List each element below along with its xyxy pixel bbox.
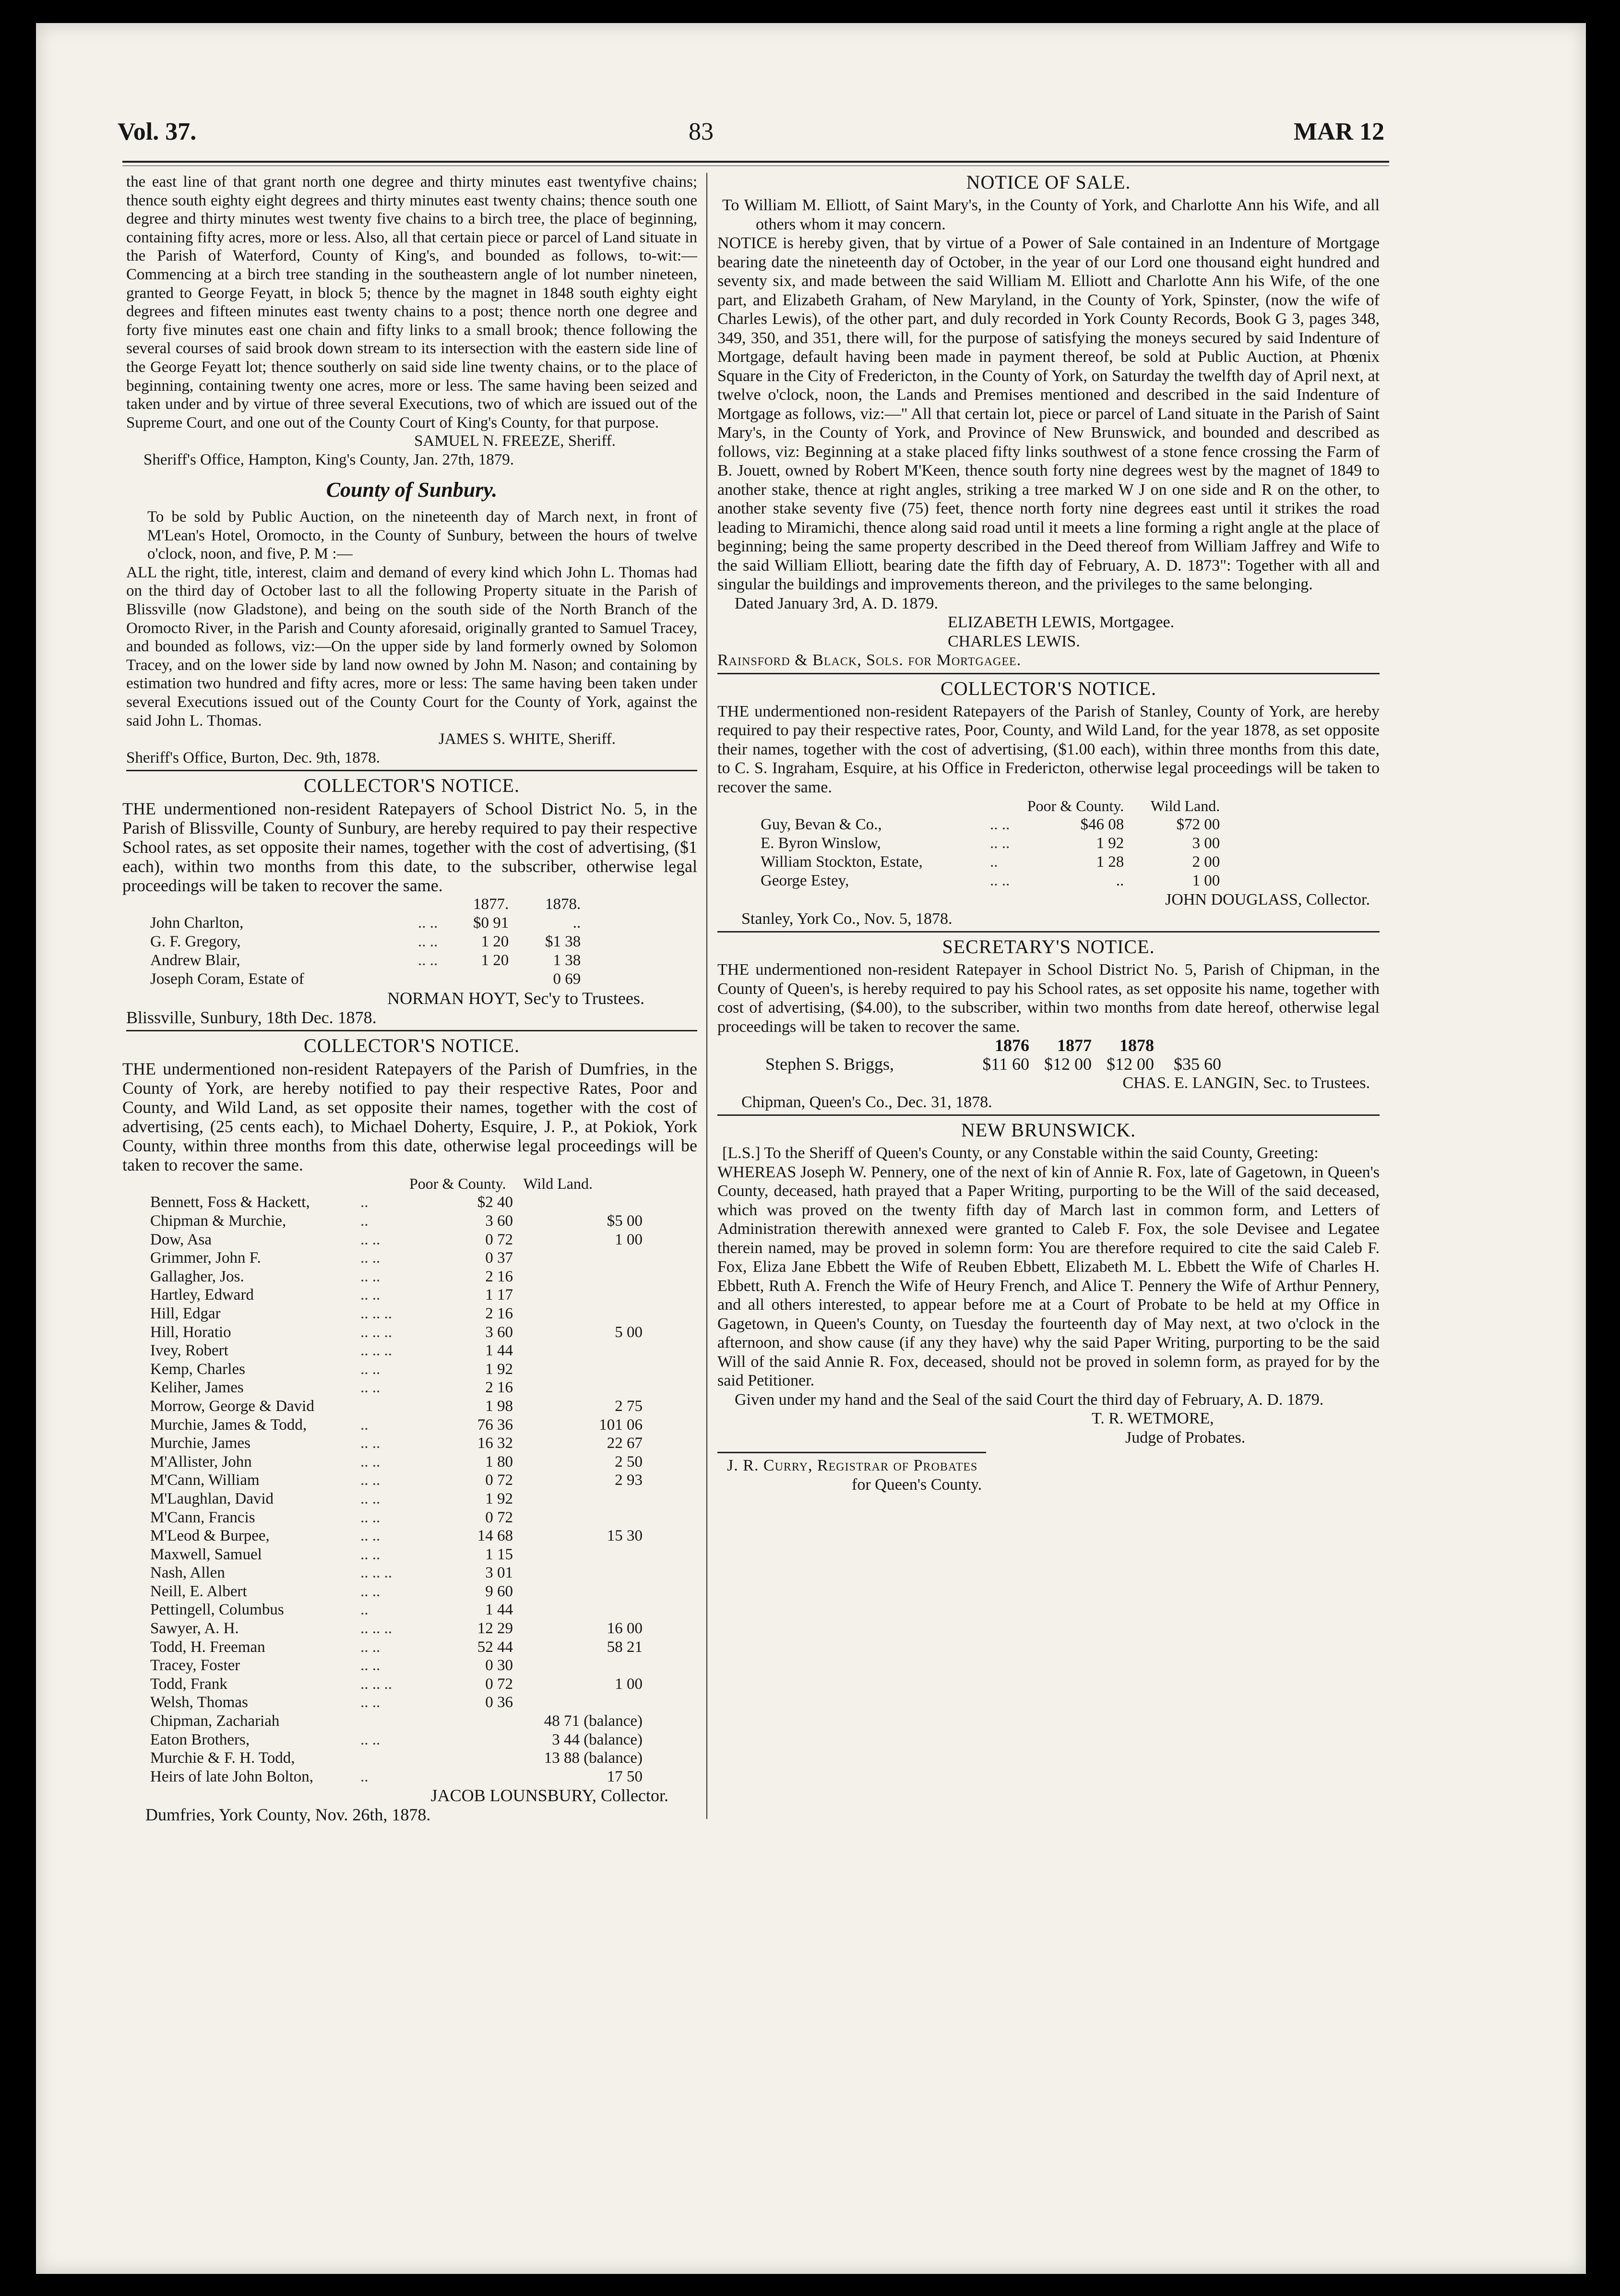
rate-value: 2 93 — [615, 1471, 643, 1489]
rate-value: 1 28 — [1096, 853, 1124, 871]
probate-registrar: J. R. Curry, Registrar of Probates — [727, 1457, 978, 1474]
rate-value: 76 36 — [477, 1416, 513, 1434]
rate-value: 5 00 — [615, 1323, 643, 1341]
table-row — [150, 1434, 643, 1453]
ratepayer-name: Murchie, James & Todd, — [150, 1416, 307, 1434]
sale-title: NOTICE OF SALE. — [966, 171, 1131, 193]
rate-value: 16 32 — [477, 1435, 513, 1452]
dumfries-table — [150, 1174, 667, 1193]
probate-title: NEW BRUNSWICK. — [961, 1119, 1136, 1141]
col-header: Wild Land. — [523, 1175, 593, 1193]
sale-dated: Dated January 3rd, A. D. 1879. — [735, 594, 938, 612]
leader-dots: .. .. .. — [360, 1620, 392, 1638]
col-header: 1878. — [545, 896, 581, 913]
rate-value: 13 88 (balance) — [544, 1749, 643, 1767]
rate-value: 58 21 — [607, 1638, 643, 1656]
rate-value: 1 15 — [485, 1545, 513, 1563]
ratepayer-name: Welsh, Thomas — [150, 1694, 248, 1711]
table-row — [150, 1378, 643, 1397]
leader-dots — [352, 1749, 427, 1768]
table-row — [150, 1249, 643, 1268]
leader-dots: .. .. — [360, 1249, 381, 1267]
column-divider — [706, 173, 707, 1819]
table-row — [150, 1416, 643, 1435]
rate-value: $2 40 — [477, 1194, 513, 1211]
rate-value — [427, 1731, 513, 1749]
ratepayer-name: Todd, Frank — [150, 1675, 227, 1693]
short-rule — [717, 1452, 986, 1453]
ratepayer-name: Tracey, Foster — [150, 1657, 240, 1674]
leader-dots: .. .. — [360, 1694, 381, 1711]
probate-address: To the Sheriff of Queen's County, or any Constable within the said County, Greeting: — [764, 1144, 1319, 1162]
rate-value — [513, 1378, 643, 1397]
chipman-place: Chipman, Queen's Co., Dec. 31, 1878. — [741, 1093, 992, 1111]
rate-value: 16 00 — [607, 1620, 643, 1638]
left-column — [122, 173, 697, 1825]
col-header: Poor & County. — [1027, 797, 1124, 814]
col-header: Poor & County. — [409, 1175, 506, 1193]
rate-value — [513, 1656, 643, 1675]
leader-dots: .. — [360, 1768, 369, 1785]
ratepayer-name: Heirs of late John Bolton, — [150, 1768, 314, 1785]
rate-value: 1 92 — [1096, 835, 1124, 852]
ratepayer-name: Hill, Horatio — [150, 1323, 231, 1341]
rate-value: 22 67 — [607, 1435, 643, 1452]
ratepayer-name: Chipman & Murchie, — [150, 1212, 286, 1230]
rate-value: 3 60 — [485, 1323, 513, 1341]
chipman-notice — [717, 935, 1380, 1112]
sunbury-signature: JAMES S. WHITE, Sheriff. — [438, 730, 616, 748]
table-row — [150, 1731, 643, 1749]
sunbury-notice — [126, 478, 697, 767]
ratepayer-name: Kemp, Charles — [150, 1360, 245, 1378]
ratepayer-name: Hill, Edgar — [150, 1304, 221, 1322]
probate-notice — [717, 1119, 1380, 1494]
leader-dots: .. .. — [360, 1582, 381, 1600]
dumfries-body: THE undermentioned non-resident Ratepayers of the Parish of Dumfries, in the County of York, are hereby notified to pay their respective Rates, Poor and County, and Wild Land, as set opposite their names, together with the cost of advertising, (25 cents each), to Michael Doherty, Esquire, J. P., at Pokiok, York County, within three months from this date, otherwise legal proceedings will be taken to recover the same. — [122, 1059, 697, 1175]
leader-dots: .. .. .. — [360, 1304, 392, 1322]
table-row — [150, 1268, 643, 1286]
table-row — [150, 1619, 643, 1638]
table-row — [150, 1656, 643, 1675]
rate-value: $1 38 — [545, 933, 581, 951]
stanley-body: THE undermentioned non-resident Ratepayers of the Parish of Stanley, County of York, are hereby required to pay their respective rates, Poor, County, and Wild Land, for the year 1878, as set opposite their names, together with the cost of advertising, ($1.00 each), within three months from this date, to C. S. Ingraham, Esquire, at his Office in Fredericton, otherwise legal proceedings will be taken to recover the same. — [717, 702, 1380, 796]
leader-dots: .. .. — [360, 1435, 381, 1452]
ratepayer-name: Murchie, James — [150, 1435, 250, 1452]
leader-dots: .. .. .. — [360, 1323, 392, 1341]
leader-dots: .. .. — [360, 1360, 381, 1378]
ratepayer-name: E. Byron Winslow, — [761, 835, 881, 852]
leader-dots: .. — [360, 1416, 369, 1434]
rate-value: 15 30 — [607, 1527, 643, 1545]
waterford-body: the east line of that grant north one degree and thirty minutes east twentyfive chains; thence south eighty eight degrees and thirty minutes east twenty chains; thence south one degree and thirty minutes west twenty five chains to a birch tree, the place of beginning, containing fifty acres, more or less. Also, all that certain piece or parcel of Land situate in the Parish of Waterford, County of King's, and bounded as follows, to-wit:—Commencing at a birch tree standing in the southeastern angle of lot number nineteen, granted to George Feyatt, in block 5; thence by the magnet in 1848 south eighty eight degrees and fifteen minutes east twenty chains to a post; thence north one degree and forty five minutes east one chain and fifty links to a small brook; thence following the several courses of said brook down stream to its intersection with the eastern side line of the George Feyatt lot; thence southerly on said side line twenty chains, or to the place of beginning, containing twenty one acres, more or less. The same having been seized and taken under and by virtue of three several Executions, two of which are issued out of the Supreme Court, and one out of the County Court of King's County, for that purpose. — [126, 173, 697, 431]
probate-signature: T. R. WETMORE, — [1092, 1410, 1214, 1427]
table-row — [150, 1193, 643, 1212]
table-row — [150, 1490, 643, 1508]
table-row — [150, 1601, 643, 1619]
table-row — [150, 933, 581, 951]
blissville-title: COLLECTOR'S NOTICE. — [304, 775, 520, 797]
leader-dots: .. .. — [360, 1453, 381, 1471]
rate-value: 3 01 — [485, 1564, 513, 1582]
leader-dots: .. .. — [990, 816, 1010, 833]
dumfries-rows — [150, 1193, 643, 1786]
rate-value — [427, 1768, 513, 1786]
rate-value — [513, 1268, 643, 1286]
rate-value: 17 50 — [607, 1768, 643, 1785]
ratepayer-name: Joseph Coram, Estate of — [150, 970, 304, 988]
ratepayer-name: M'Cann, William — [150, 1471, 260, 1489]
table-row — [150, 1712, 643, 1731]
ratepayer-name: Gallagher, Jos. — [150, 1268, 244, 1285]
table-row — [150, 1768, 643, 1786]
rate-value — [427, 1749, 513, 1768]
rate-value: 3 60 — [485, 1212, 513, 1230]
leader-dots — [352, 1712, 427, 1731]
rate-value: 1 92 — [485, 1490, 513, 1507]
rate-value: 14 68 — [477, 1527, 513, 1545]
rate-value — [513, 1490, 643, 1508]
blissville-place: Blissville, Sunbury, 18th Dec. 1878. — [126, 1008, 377, 1028]
section-rule — [717, 931, 1380, 933]
table-row — [150, 951, 581, 970]
ratepayer-name: Maxwell, Samuel — [150, 1545, 262, 1563]
sunbury-office: Sheriff's Office, Burton, Dec. 9th, 1878. — [126, 749, 380, 766]
ratepayer-name: Keliher, James — [150, 1379, 244, 1397]
table-row — [150, 1582, 643, 1601]
rate-value: 1 20 — [481, 952, 509, 969]
rate-value: $11 60 — [982, 1054, 1029, 1074]
year-header: 1877 — [1057, 1036, 1092, 1055]
rate-value — [513, 1508, 643, 1527]
leader-dots: .. .. — [360, 1286, 381, 1304]
ratepayer-name: Murchie & F. H. Todd, — [150, 1749, 295, 1767]
rate-value: 1 44 — [485, 1342, 513, 1360]
stanley-table — [761, 797, 1220, 890]
right-column — [717, 173, 1380, 1494]
table-header-row — [765, 1036, 1221, 1055]
ratepayer-name: William Stockton, Estate, — [761, 853, 923, 871]
table-row — [150, 1286, 643, 1304]
seal-label: [L.S.] — [722, 1144, 761, 1162]
rate-value: 9 60 — [485, 1582, 513, 1600]
rate-value: 2 16 — [485, 1379, 513, 1397]
ratepayer-name: Eaton Brothers, — [150, 1731, 250, 1748]
chipman-title: SECRETARY'S NOTICE. — [942, 936, 1155, 957]
ratepayer-name: Chipman, Zachariah — [150, 1712, 280, 1730]
rate-value: 0 72 — [485, 1508, 513, 1526]
sale-solicitors: Rainsford & Black, Sols. for Mortgagee. — [717, 651, 1022, 669]
rate-value: 101 06 — [599, 1416, 643, 1434]
rate-value: $72 00 — [1176, 816, 1220, 833]
probate-address-line — [717, 1144, 1380, 1163]
sale-signature: ELIZABETH LEWIS, Mortgagee. — [948, 613, 1175, 631]
rate-value: 0 30 — [485, 1657, 513, 1674]
section-rule — [717, 1114, 1380, 1116]
sale-signature: CHARLES LEWIS. — [948, 632, 1080, 650]
ratepayer-name: Dow, Asa — [150, 1231, 212, 1248]
leader-dots: .. .. — [990, 872, 1010, 889]
table-row — [150, 970, 581, 989]
rate-value: $46 08 — [1080, 816, 1124, 833]
year-header: 1878 — [1120, 1036, 1154, 1055]
table-header-row — [150, 1174, 667, 1193]
leader-dots: .. .. — [418, 952, 438, 969]
rate-value — [513, 1693, 643, 1712]
rate-total: $35 60 — [1174, 1054, 1221, 1074]
col-header: Wild Land. — [1150, 797, 1220, 814]
section-rule — [126, 1030, 697, 1031]
table-row — [150, 1638, 643, 1657]
rate-value: 0 72 — [485, 1675, 513, 1693]
rate-value — [513, 1564, 643, 1582]
ratepayer-name: Stephen S. Briggs, — [765, 1054, 894, 1074]
ratepayer-name: Sawyer, A. H. — [150, 1620, 239, 1638]
rate-value: $12 00 — [1107, 1054, 1154, 1074]
ratepayer-name: Hartley, Edward — [150, 1286, 254, 1304]
table-row — [150, 1508, 643, 1527]
rate-value: 12 29 — [477, 1620, 513, 1638]
table-row — [150, 1693, 643, 1712]
leader-dots: .. .. — [360, 1545, 381, 1563]
blissville-table — [150, 895, 581, 989]
ratepayer-name: Bennett, Foss & Hackett, — [150, 1194, 310, 1211]
ratepayer-name: John Charlton, — [150, 914, 244, 932]
sale-address: To William M. Elliott, of Saint Mary's, in the County of York, and Charlotte Ann his Wife, and all others whom it may concern. — [722, 196, 1380, 233]
ratepayer-name: George Estey, — [761, 872, 849, 889]
sunbury-heading: County of Sunbury. — [326, 478, 498, 502]
rate-value — [513, 1286, 643, 1304]
dumfries-place: Dumfries, York County, Nov. 26th, 1878. — [145, 1805, 431, 1825]
rate-value — [513, 1193, 643, 1212]
blissville-body: THE undermentioned non-resident Ratepayers of School District No. 5, in the Parish of Blissville, County of Sunbury, are hereby required to pay their respective School rates, as set opposite their names, together with the cost of advertising, ($1 each), within two months from this date, to the subscriber, otherwise legal proceedings will be taken to recover the same. — [122, 799, 697, 896]
rate-value: 2 50 — [615, 1453, 643, 1471]
leader-dots: .. .. — [360, 1508, 381, 1526]
ratepayer-name: M'Cann, Francis — [150, 1508, 255, 1526]
rate-value — [446, 970, 509, 989]
ratepayer-name: Nash, Allen — [150, 1564, 225, 1582]
rate-value: 3 44 (balance) — [552, 1731, 643, 1748]
probate-given: Given under my hand and the Seal of the said Court the third day of February, A. D. 1879. — [735, 1390, 1324, 1409]
ratepayer-name: Grimmer, John F. — [150, 1249, 261, 1267]
chipman-body: THE undermentioned non-resident Ratepayer in School District No. 5, Parish of Chipman, in the County of Queen's, is hereby required to pay his School rates, as set opposite his name, together with cost of advertising, ($4.00), to the subscriber, within two months from date hereof, otherwise legal proceedings will be taken to recover the same. — [717, 961, 1380, 1036]
table-row — [761, 834, 1220, 853]
table-row — [761, 815, 1220, 834]
rate-value: 1 00 — [615, 1675, 643, 1693]
table-row — [150, 1323, 643, 1342]
leader-dots: .. .. — [418, 914, 438, 932]
stanley-signature: JOHN DOUGLASS, Collector. — [1165, 891, 1370, 909]
ratepayer-name: M'Laughlan, David — [150, 1490, 274, 1507]
probate-body: WHEREAS Joseph W. Pennery, one of the next of kin of Annie R. Fox, late of Gagetown, in Queen's County, deceased, hath prayed that a Paper Writing, purporting to be the Will of the said deceased, which was proved on the twenty fifth day of March last in common form, and Letters of Administration therewith annexed were granted to Caleb F. Fox, the sole Devisee and Legatee therein named, may be proved in solemn form: You are therefore required to cite the said Caleb F. Fox, Eliza Jane Ebbett the Wife of Reuben Ebbett, Elizabeth M. L. Ebbett the Wife of Charles H. Ebbett, Ruth A. French the Wife of Heury French, and Alice T. Pennery the Wife of Arthur Pennery, and all others interested, to appear before me at a Court of Probate to be held at my Office in Gagetown, in Queen's County, on Tuesday the fourteenth day of May next, at two o'clock in the afternoon, and show cause (if any they have) why the said Paper Writing, purporting to be the said Will of the said Annie R. Fox, deceased, should not be proved in solemn form, as prayed for by the said Petitioner. — [717, 1163, 1380, 1389]
leader-dots: .. .. — [360, 1231, 381, 1248]
dumfries-title: COLLECTOR'S NOTICE. — [304, 1035, 520, 1057]
blissville-notice — [122, 774, 697, 1028]
rate-value: 1 00 — [615, 1231, 643, 1248]
table-row — [765, 1055, 1221, 1074]
dumfries-notice — [122, 1034, 697, 1825]
rate-value: .. — [1116, 872, 1124, 889]
leader-dots: .. .. — [418, 933, 438, 951]
blissville-signature: NORMAN HOYT, Sec'y to Trustees. — [387, 989, 644, 1008]
rate-value: 2 75 — [615, 1397, 643, 1415]
leader-dots: .. .. — [360, 1471, 381, 1489]
rate-value — [513, 1360, 643, 1379]
ratepayer-name: G. F. Gregory, — [150, 933, 241, 951]
table-row — [150, 1564, 643, 1582]
table-row — [150, 1231, 643, 1249]
rate-value: $12 00 — [1044, 1054, 1092, 1074]
ratepayer-name: Neill, E. Albert — [150, 1582, 247, 1600]
leader-dots: .. .. — [360, 1268, 381, 1285]
ratepayer-name: Guy, Bevan & Co., — [761, 816, 882, 833]
dumfries-signature: JACOB LOUNSBURY, Collector. — [430, 1786, 668, 1806]
table-row — [150, 1675, 643, 1694]
rate-value: 0 37 — [485, 1249, 513, 1267]
rate-value: 1 80 — [485, 1453, 513, 1471]
rate-value: 0 72 — [485, 1471, 513, 1489]
volume-label: Vol. 37. — [118, 118, 197, 145]
sale-body: NOTICE is hereby given, that by virtue of a Power of Sale contained in an Indenture of Mortgage bearing date the nineteenth day of October, in the year of our Lord one thousand eight hundred and seventy six, and made between the said William M. Elliott and Charlotte Ann his Wife, of the one part, and Elizabeth Graham, of New Maryland, in the County of York, Spinster, (now the wife of Charles Lewis), of the other part, and duly recorded in York County Records, Book G 3, pages 348, 349, 350, and 351, there will, for the purpose of satisfying the moneys secured by said Indenture of Mortgage, default having been made in payment thereof, be sold at Public Auction, at Phœnix Square in the City of Fredericton, in the County of York, on Saturday the twelfth day of April next, at twelve o'clock, noon, the Lands and Premises mentioned and described in the said Indenture of Mortgage as follows, viz:—" All that certain lot, piece or parcel of Land situate in the Parish of Saint Mary's, in the County of York, and Province of New Brunswick, and bounded and described as follows, viz: Beginning at a stake placed fifty links southwest of a stone fence crossing the Farm of B. Jouett, owned by Robert M'Keen, thence south forty nine degrees west by the magnet of 1849 to another stake, thence at right angles, striking a tree marked W J on one side and R on the other, to another stake seventy five (75) feet, thence north forty nine degrees east until it strikes the road leading to Miramichi, thence along said road until it meets a line forming a right angle at the place of beginning; being the same property described in the Deed thereof from William Jaffrey and Wife to the said William Elliott, bearing date the fifth day of February, A. D. 1873": Together with all and singular the buildings and improvements thereon, and the privileges to the same belonging. — [717, 234, 1380, 593]
year-header: 1876 — [995, 1036, 1029, 1055]
leader-dots: .. .. — [360, 1657, 381, 1674]
leader-dots: .. .. — [360, 1379, 381, 1397]
table-row — [761, 872, 1220, 890]
table-row — [150, 1304, 643, 1323]
col-header: 1877. — [473, 896, 509, 913]
stanley-title: COLLECTOR'S NOTICE. — [941, 677, 1156, 699]
leader-dots: .. .. .. — [360, 1564, 392, 1582]
ratepayer-name: Pettingell, Columbus — [150, 1601, 284, 1619]
waterford-signature: SAMUEL N. FREEZE, Sheriff. — [414, 432, 616, 450]
rate-value: 48 71 (balance) — [544, 1712, 643, 1730]
sunbury-body: ALL the right, title, interest, claim and demand of every kind which John L. Thomas had on the third day of October last to all the following Property situate in the Parish of Blissville (now Gladstone), and being on the south side of the North Branch of the Oromocto River, in the Parish and County aforesaid, originally granted to Samuel Tracey, and bounded as follows, viz:—On the upper side by land formerly owned by Solomon Tracey, and on the lower side by land now owned by John M. Nason; and containing by estimation two hundred and fifty acres, more or less: The same having been taken under several Executions issued out of the County Court for the County of York, against the said John L. Thomas. — [126, 563, 697, 729]
table-row — [150, 914, 581, 933]
rate-value: $5 00 — [607, 1212, 643, 1230]
rate-value: 0 72 — [485, 1231, 513, 1248]
table-row — [150, 1212, 643, 1231]
rate-value: 2 16 — [485, 1268, 513, 1285]
leader-dots: .. — [360, 1601, 369, 1619]
chipman-table — [765, 1036, 1221, 1074]
leader-dots: .. .. .. — [360, 1342, 392, 1360]
rate-value — [513, 1582, 643, 1601]
rate-value: 1 44 — [485, 1601, 513, 1619]
rate-value: 2 00 — [1192, 853, 1220, 871]
table-row — [150, 1749, 643, 1768]
table-row — [150, 1397, 643, 1416]
rate-value: 2 16 — [485, 1304, 513, 1322]
rate-value: 1 38 — [553, 952, 581, 969]
rate-value: .. — [572, 914, 581, 932]
table-row — [150, 1527, 643, 1545]
rate-value: 52 44 — [477, 1638, 513, 1656]
ratepayer-name: M'Leod & Burpee, — [150, 1527, 270, 1545]
table-row — [150, 1360, 643, 1379]
leader-dots: .. .. — [990, 835, 1010, 852]
rate-value: $0 91 — [473, 914, 509, 932]
rate-value: 0 69 — [553, 970, 581, 988]
rate-value: 0 36 — [485, 1694, 513, 1711]
rate-value: 1 92 — [485, 1360, 513, 1378]
rate-value: 1 00 — [1192, 872, 1220, 889]
rate-value — [513, 1249, 643, 1268]
probate-signature-title: Judge of Probates. — [1125, 1428, 1246, 1447]
table-row — [150, 1453, 643, 1471]
rate-value: 1 98 — [485, 1397, 513, 1415]
rate-value — [513, 1304, 643, 1323]
ratepayer-name: Morrow, George & David — [150, 1397, 314, 1415]
waterford-office: Sheriff's Office, Hampton, King's County, Jan. 27th, 1879. — [143, 451, 514, 468]
leader-dots: .. — [360, 1212, 369, 1230]
chipman-signature: CHAS. E. LANGIN, Sec. to Trustees. — [1122, 1074, 1370, 1092]
table-row — [150, 1471, 643, 1490]
header-rule — [122, 161, 1389, 166]
section-rule — [126, 770, 697, 771]
ratepayer-name: Todd, H. Freeman — [150, 1638, 265, 1656]
ratepayer-name: Andrew Blair, — [150, 952, 240, 969]
rate-value: 1 17 — [485, 1286, 513, 1304]
table-row — [150, 1341, 643, 1360]
leader-dots: .. — [360, 1194, 369, 1211]
table-row — [761, 853, 1220, 872]
stanley-place: Stanley, York Co., Nov. 5, 1878. — [741, 909, 953, 928]
stanley-notice — [717, 677, 1380, 929]
rate-value — [513, 1545, 643, 1564]
sunbury-intro: To be sold by Public Auction, on the nineteenth day of March next, in front of M'Lean's Hotel, Oromocto, in the County of Sunbury, between the hours of twelve o'clock, noon, and five, P. M :— — [147, 508, 697, 563]
leader-dots — [352, 1397, 427, 1416]
rate-value — [427, 1712, 513, 1731]
leader-dots: .. .. — [360, 1731, 381, 1748]
page-header — [118, 118, 1384, 161]
table-row — [150, 1545, 643, 1564]
table-header-row — [150, 895, 581, 914]
ratepayer-name: M'Allister, John — [150, 1453, 252, 1471]
rate-value: 1 20 — [481, 933, 509, 951]
sale-notice — [717, 171, 1380, 670]
ratepayer-name: Ivey, Robert — [150, 1342, 228, 1360]
section-rule — [717, 673, 1380, 674]
waterford-notice — [126, 173, 697, 469]
page-number: 83 — [689, 118, 714, 145]
leader-dots — [409, 970, 446, 989]
leader-dots: .. — [990, 853, 998, 871]
rate-value: 3 00 — [1192, 835, 1220, 852]
table-header-row — [761, 797, 1220, 815]
leader-dots: .. .. — [360, 1527, 381, 1545]
rate-value — [513, 1341, 643, 1360]
leader-dots: .. .. .. — [360, 1675, 392, 1693]
probate-registrar-county: for Queen's County. — [852, 1475, 982, 1494]
leader-dots: .. .. — [360, 1638, 381, 1656]
issue-date: MAR 12 — [1293, 118, 1384, 145]
rate-value — [513, 1601, 643, 1619]
leader-dots: .. .. — [360, 1490, 381, 1507]
